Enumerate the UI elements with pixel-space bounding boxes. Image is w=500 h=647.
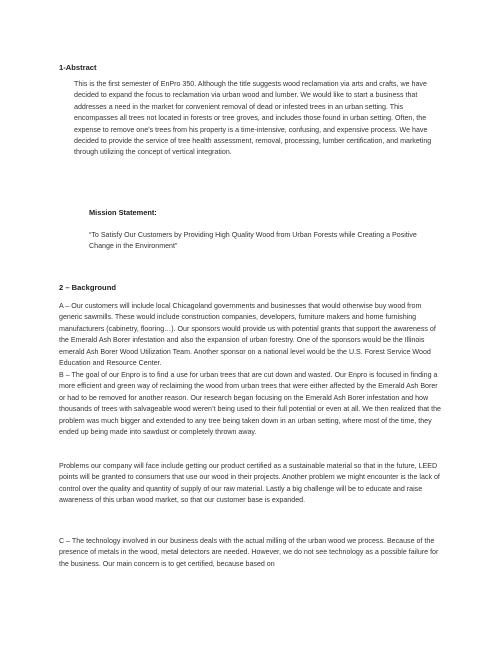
abstract-paragraph: This is the first semester of EnPro 350. Although the title suggests wood reclamation via arts and crafts, we have decided to expand the focus to reclamation via urban wood and lumber. We would like to start a business that addresses a need in the market for convenient removal of dead or infested trees in an urban setting. This encompasses all trees not located in forests or tree groves, and includes those found in urban setting. Often, the expense to remove one’s trees from his property is a time-intensive, confusing, and expensive process. We have decided to provide the service of tree health assessment, removal, processing, lumber certification, and marketing through utilizing the concept of vertical integration. bbox=[74, 80, 432, 157]
mission-statement-text: “To Satisfy Our Customers by Providing High Quality Wood from Urban Forests while Creating a Positive Change in the Environment” bbox=[89, 231, 417, 251]
background-paragraph-c: C – The technology involved in our business deals with the actual milling of the urban wood we process. Because of the presence of metals in the wood, metal detectors are needed. However, we do not see technology as a possible failure for the business. Our main concern is to get certified, because based on bbox=[59, 537, 439, 568]
abstract-heading: 1-Abstract bbox=[59, 63, 97, 72]
background-heading: 2 – Background bbox=[59, 283, 116, 292]
background-paragraph-problems: Problems our company will face include getting our product certified as a sustainable material so that in the future, LEED points will be granted to consumers that use our wood in their projects. Another problem we might encounter is the lack of control over the quality and quantity of supply of our raw material. Lastly a big challenge will be to educate and raise awareness of this urban wood market, so that our customer base is expanded. bbox=[59, 462, 440, 505]
background-paragraph-a: A – Our customers will include local Chicagoland governments and businesses that would otherwise buy wood from generic sawmills. These would include construction companies, developers, furniture makers and home furnishing manufacturers (cabinetry, flooring…). Our sponsors would provide us with potential grants that support the awareness of the Emerald Ash Borer infestation and also the expansion of urban forestry. One of the sponsors would be the Illinois emerald Ash Borer Wood Utilization Team. Another sponsor on a national level would be the U.S. Forest Service Wood Education and Resource Center. bbox=[59, 302, 436, 368]
mission-statement-label: Mission Statement: bbox=[89, 208, 157, 217]
background-paragraph-b: B – The goal of our Enpro is to find a use for urban trees that are cut down and wasted. Our Enpro is focused in finding a more efficient and green way of reclaiming the wood from urban trees that were either affected by the Emerald Ash Borer or had to be removed for another reason. Our research began focusing on the Emerald Ash Borer infestation and how thousands of trees with salvageable wood weren’t being used to their full potential or even at all. We then realized that the problem was much bigger and extended to any tree being taken down in an urban setting, where most of the time, they ended up being made into sawdust or completely thrown away. bbox=[59, 371, 441, 437]
